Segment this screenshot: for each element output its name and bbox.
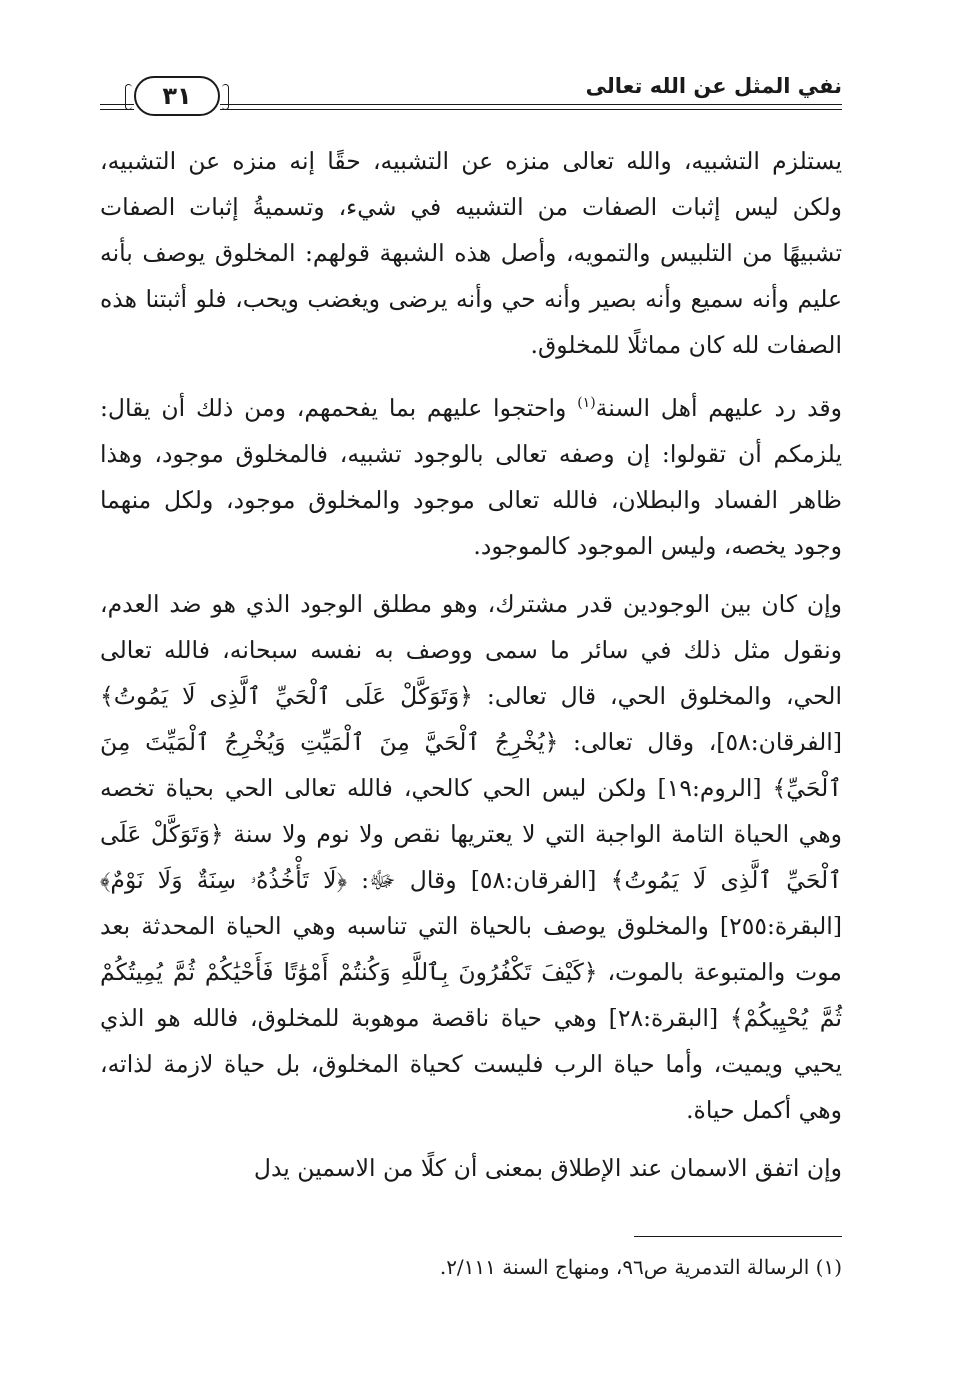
paragraph-1: يستلزم التشبيه، والله تعالى منزه عن التشبيه، حقًا إنه منزه عن التشبيه، ولكن ليس إثبات الصفات من التشبيه في شيء، وتسميةُ إثبات الصفات تشبيهًا من التلبيس والتمويه، وأصل هذه الشبهة قولهم: المخلوق يوصف بأنه عليم وأنه سميع وأنه بصير وأنه حي وأنه يرضى ويغضب ويحب، فلو أثبتنا هذه الصفات لله كان مماثلًا للمخلوق. [100, 147, 842, 359]
page-number-frame [134, 76, 220, 116]
paragraph-2-start: وقد رد عليهم أهل السنة [595, 393, 842, 422]
header-rule [220, 104, 842, 105]
footnote-marker: (١) [577, 395, 596, 411]
paragraph-2 [100, 380, 842, 569]
paragraph-2-rest: واحتجوا عليهم بما يفحمهم، ومن ذلك أن يقال: يلزمكم أن تقولوا: إن وصفه تعالى بالوجود تشبيه، فالمخلوق موجود، وهذا ظاهر الفساد والبطلان، فالله تعالى موجود والمخلوق موجود، ولكل منهما وجود يخصه، وليس الموجود كالموجود. [100, 393, 842, 560]
running-title: نفي المثل عن الله تعالى [585, 74, 842, 98]
footnote-separator [634, 1236, 842, 1237]
main-text [100, 138, 842, 1191]
paragraph-4: وإن اتفق الاسمان عند الإطلاق بمعنى أن كلًا من الاسمين يدل [253, 1153, 842, 1182]
footnote: (١) الرسالة التدمرية ص٩٦، ومنهاج السنة ٢/١١١. [439, 1255, 842, 1279]
paragraph-3: وإن كان بين الوجودين قدر مشترك، وهو مطلق الوجود الذي هو ضد العدم، ونقول مثل ذلك في سائر ما سمى ووصف به نفسه سبحانه، فالله تعالى الحي، والمخلوق الحي، قال تعالى: ﴿وَتَوَكَّلْ عَلَى ٱلْحَيِّ ٱلَّذِى لَا يَمُوتُ﴾ [الفرقان:٥٨]، وقال تعالى: ﴿يُخْرِجُ ٱلْحَيَّ مِنَ ٱلْمَيِّتِ وَيُخْرِجُ ٱلْمَيِّتَ مِنَ ٱلْحَيِّ﴾ [الروم:١٩] ولكن ليس الحي كالحي، فالله تعالى الحي بحياة تخصه وهي الحياة التامة الواجبة التي لا يعتريها نقص ولا نوم ولا سنة ﴿وَتَوَكَّلْ عَلَى ٱلْحَيِّ ٱلَّذِى لَا يَمُوتُ﴾ [الفرقان:٥٨] وقال ﷻ: ﴿لَا تَأْخُذُهُۥ سِنَةٌ وَلَا نَوْمٌ﴾ [البقرة:٢٥٥] والمخلوق يوصف بالحياة التي تناسبه وهي الحياة المحدثة بعد موت والمتبوعة بالموت، ﴿كَيْفَ تَكْفُرُونَ بِٱللَّهِ وَكُنتُمْ أَمْوَٰتًا فَأَحْيَٰكُمْ ثُمَّ يُمِيتُكُمْ ثُمَّ يُحْيِيكُمْ﴾ [البقرة:٢٨] وهي حياة ناقصة موهوبة للمخلوق، فالله هو الذي يحيي ويميت، وأما حياة الرب فليست كحياة المخلوق، بل حياة لازمة لذاته، وهي أكمل حياة. [100, 589, 842, 1124]
page-number: ٣١ [162, 82, 192, 110]
header-rule-thin [220, 109, 842, 110]
page-header [100, 68, 842, 118]
